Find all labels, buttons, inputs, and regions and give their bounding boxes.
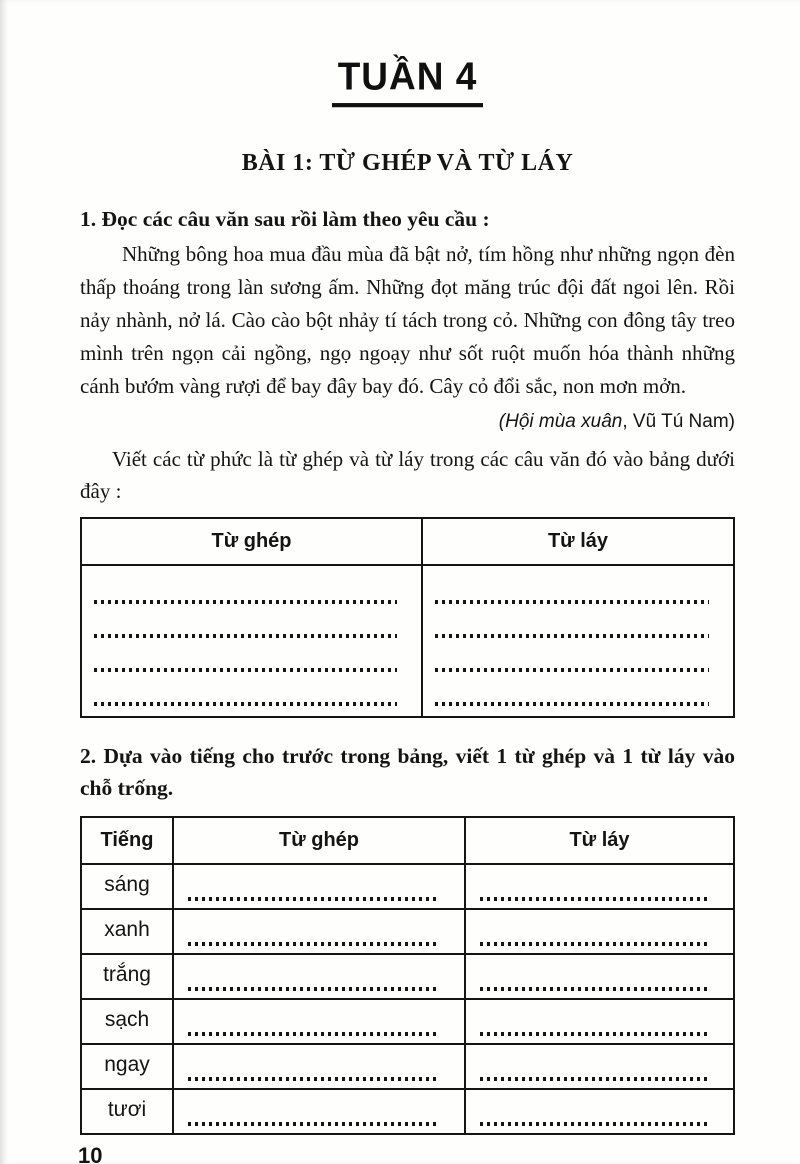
column-header-tu-ghep: Từ ghép: [81, 518, 422, 565]
answer-blank-tu-ghep[interactable]: [173, 954, 465, 999]
exercise1-instruction: Viết các từ phức là từ ghép và từ láy trong các câu văn đó vào bảng dưới đây :: [80, 447, 735, 503]
tieng-label: sáng: [81, 864, 173, 909]
table-row: [81, 1044, 734, 1089]
page-number: 10: [78, 1143, 103, 1164]
citation-title: (Hội mùa xuân: [498, 411, 623, 432]
answer-blank[interactable]: [94, 638, 397, 672]
tu-ghep-tu-lay-table: [80, 517, 735, 718]
tu-lay-answers-cell: [422, 565, 734, 717]
answer-blank-tu-lay[interactable]: [465, 1089, 734, 1134]
table-row: [81, 1089, 734, 1134]
exercise2-heading: 2. Dựa vào tiếng cho trước trong bảng, viết 1 từ ghép và 1 từ láy vào chỗ trống.: [80, 744, 735, 800]
answer-blank-tu-lay[interactable]: [465, 909, 734, 954]
answer-blank-tu-ghep[interactable]: [173, 864, 465, 909]
answer-blank[interactable]: [94, 604, 397, 638]
answer-blank[interactable]: [435, 570, 709, 604]
column-header-tieng: Tiếng: [81, 817, 173, 864]
tieng-label: ngay: [81, 1044, 173, 1089]
week-title: TUẦN 4: [332, 55, 484, 108]
tieng-table: [80, 816, 735, 1135]
tieng-label: tươi: [81, 1089, 173, 1134]
answer-blank[interactable]: [94, 570, 397, 604]
column-header-tu-lay: Từ láy: [422, 518, 734, 565]
table-row: [81, 864, 734, 909]
answer-blank-tu-ghep[interactable]: [173, 1044, 465, 1089]
table-header-row: [81, 518, 734, 565]
column-header-tu-ghep: Từ ghép: [173, 817, 465, 864]
table-row: [81, 909, 734, 954]
answer-blank[interactable]: [435, 604, 709, 638]
table-header-row: [81, 817, 734, 864]
answer-blank-tu-lay[interactable]: [465, 864, 734, 909]
answer-blank[interactable]: [435, 638, 709, 672]
exercise1-heading: 1. Đọc các câu văn sau rồi làm theo yêu cầu :: [80, 207, 490, 231]
answer-blank-tu-lay[interactable]: [465, 999, 734, 1044]
answer-blank-tu-lay[interactable]: [465, 1044, 734, 1089]
citation: [80, 411, 735, 433]
answer-blank[interactable]: [94, 672, 397, 706]
answer-blank[interactable]: [435, 672, 709, 706]
tieng-label: xanh: [81, 909, 173, 954]
answer-blank-tu-ghep[interactable]: [173, 1089, 465, 1134]
lesson-title: BÀI 1: TỪ GHÉP VÀ TỪ LÁY: [241, 150, 574, 176]
tu-ghep-answers-cell: [81, 565, 422, 717]
table-row: [81, 954, 734, 999]
exercise1-passage: Những bông hoa mua đầu mùa đã bật nở, tím hồng như những ngọn đèn thấp thoáng trong làn sương ấm. Những đọt măng trúc đội đất ngoi lên. Rồi nảy nhành, nở lá. Cào cào bột nhảy tí tách trong cỏ. Những con đông tây treo mình trên ngọn cải ngồng, ngọ ngoạy như sốt ruột muốn hóa thành những cánh bướm vàng rượi để bay đây bay đó. Cây cỏ đổi sắc, non mơn mởn.: [80, 242, 735, 398]
table-row: [81, 999, 734, 1044]
table-answers-row: [81, 565, 734, 717]
answer-blank-tu-ghep[interactable]: [173, 909, 465, 954]
scan-edge-artifact: [0, 0, 8, 1164]
answer-blank-tu-lay[interactable]: [465, 954, 734, 999]
answer-blank-tu-ghep[interactable]: [173, 999, 465, 1044]
column-header-tu-lay: Từ láy: [465, 817, 734, 864]
citation-author: , Vũ Tú Nam): [622, 411, 735, 432]
tieng-label: trắng: [81, 954, 173, 999]
tieng-label: sạch: [81, 999, 173, 1044]
